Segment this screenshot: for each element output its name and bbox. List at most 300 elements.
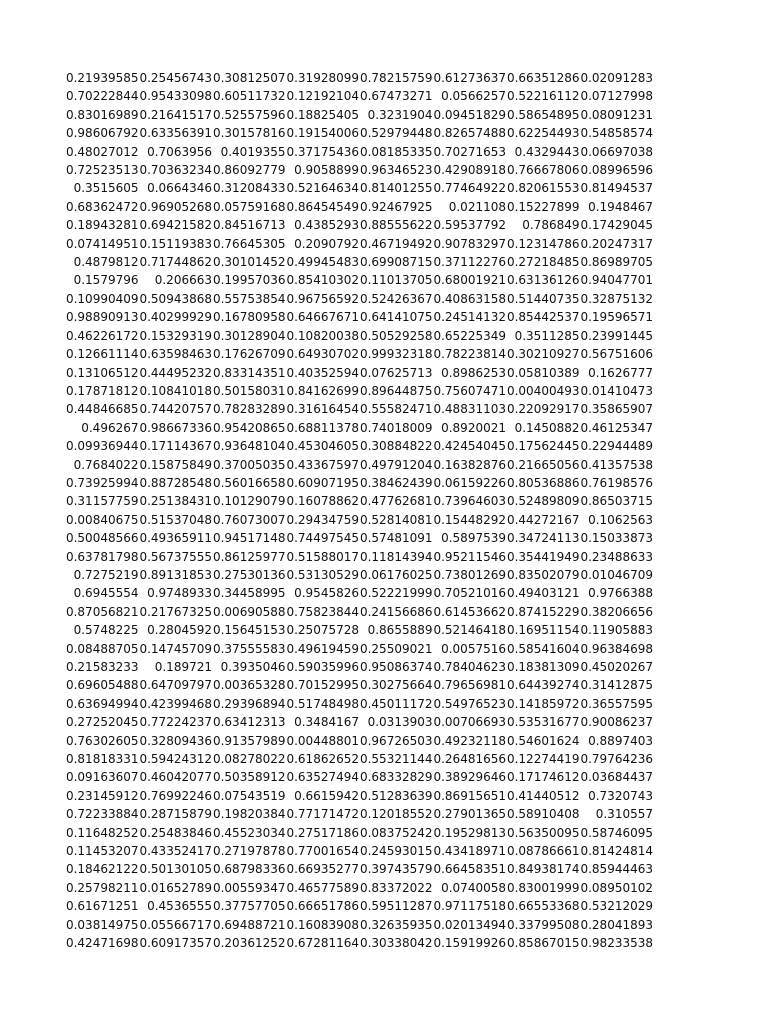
table-cell: 0.11905883 <box>580 623 653 638</box>
table-cell: 0.17174612 <box>506 770 580 785</box>
table-cell: 0.52557596 <box>212 107 286 122</box>
table-cell: 0.22944489 <box>580 439 653 454</box>
table-cell: 0.31928099 <box>286 71 359 85</box>
table-cell: 0.36557595 <box>580 696 653 711</box>
table-cell: 0.81818331 <box>65 752 139 767</box>
table-cell: 0.00365328 <box>212 678 286 693</box>
table-row <box>65 161 653 179</box>
table-cell: 0.83502079 <box>506 567 580 582</box>
table-cell: 0.96905268 <box>139 199 212 214</box>
table-cell: 0.78223814 <box>433 347 506 362</box>
table-cell: 0.25483846 <box>139 825 212 840</box>
table-cell: 0.46125347 <box>580 420 653 435</box>
table-cell: 0.17871812 <box>65 383 139 398</box>
table-cell: 0.06176025 <box>359 567 433 582</box>
table-row <box>65 805 653 823</box>
table-cell: 0.02013494 <box>433 917 506 932</box>
table-cell: 0.70363234 <box>139 163 212 178</box>
table-cell: 0.31208433 <box>212 181 286 196</box>
table-cell: 0.07543519 <box>212 788 286 803</box>
number-grid-body <box>65 69 653 953</box>
table-cell: 0.20361252 <box>212 936 286 951</box>
table-cell: 0.66553368 <box>506 899 580 914</box>
table-cell: 0.74497545 <box>286 531 359 546</box>
table-row <box>65 676 653 694</box>
table-cell: 0.30275664 <box>359 678 433 693</box>
table-cell: 0.58746095 <box>580 825 653 840</box>
table-cell: 0.77464922 <box>433 181 506 196</box>
table-cell: 0.64439274 <box>506 678 580 693</box>
table-row <box>65 364 653 382</box>
table-row <box>65 897 653 915</box>
table-cell: 0.17429045 <box>580 218 653 233</box>
table-cell: 0.81494537 <box>580 181 653 196</box>
table-cell: 0.15227899 <box>506 199 580 214</box>
table-cell: 0.83001999 <box>506 880 580 895</box>
table-cell: 0.39743579 <box>359 862 433 877</box>
table-cell: 0.40299929 <box>139 310 212 325</box>
table-cell: 0.08375242 <box>359 825 433 840</box>
table-cell: 0.74420757 <box>139 402 212 417</box>
table-cell: 0.49945483 <box>286 255 359 270</box>
table-cell: 0.72233884 <box>65 807 139 822</box>
table-cell: 0.15329319 <box>139 328 212 343</box>
table-cell: 0.60907195 <box>286 475 359 490</box>
table-row <box>65 584 653 602</box>
table-cell: 0.21583233 <box>65 660 139 674</box>
table-cell: 0.70222844 <box>65 89 139 104</box>
table-row <box>65 198 653 216</box>
table-cell: 0.69605488 <box>65 678 139 693</box>
table-cell: 0.4329443 <box>514 144 580 159</box>
table-cell: 0.78215759 <box>359 71 433 85</box>
table-cell: 0.56751606 <box>580 347 653 362</box>
table-cell: 0.16780958 <box>212 310 286 325</box>
table-cell: 0.189721 <box>154 660 212 674</box>
table-cell: 0.49791204 <box>359 457 433 472</box>
table-cell: 0.96346523 <box>359 163 433 178</box>
table-cell: 0.58654895 <box>506 107 580 122</box>
table-cell: 0.32635935 <box>359 917 433 932</box>
table-cell: 0.70152995 <box>286 678 359 693</box>
table-cell: 0.51283639 <box>359 788 433 803</box>
table-cell: 0.8920021 <box>441 420 506 435</box>
table-cell: 0.1626777 <box>588 365 653 380</box>
table-cell: 0.63136126 <box>506 273 580 288</box>
table-cell: 0.94517148 <box>212 531 286 546</box>
table-cell: 0.12274419 <box>506 752 580 767</box>
table-row <box>65 695 653 713</box>
table-cell: 0.70521016 <box>433 586 506 601</box>
table-cell: 0.68362472 <box>65 199 139 214</box>
table-row <box>65 529 653 547</box>
table-row <box>65 456 653 474</box>
table-cell: 0.47762681 <box>359 494 433 509</box>
table-cell: 0.44272167 <box>506 512 580 527</box>
table-cell: 0.80536886 <box>506 475 580 490</box>
table-cell: 0.30157816 <box>212 126 286 141</box>
table-cell: 0.82061553 <box>506 181 580 196</box>
table-cell: 0.01410473 <box>580 383 653 398</box>
table-cell: 0.29396894 <box>212 696 286 711</box>
table-cell: 0.30210927 <box>506 347 580 362</box>
table-row <box>65 235 653 253</box>
table-cell: 0.3231904 <box>367 107 433 122</box>
table-cell: 0.14745709 <box>139 641 212 656</box>
table-cell: 0.3511285 <box>514 328 580 343</box>
table-cell: 0.01046709 <box>580 567 653 582</box>
table-cell: 0.19820384 <box>212 807 286 822</box>
table-cell: 0.54976523 <box>433 696 506 711</box>
table-cell: 0.89644875 <box>359 383 433 398</box>
table-cell: 0.96756592 <box>286 291 359 306</box>
table-cell: 0.87056821 <box>65 604 139 619</box>
table-row <box>65 345 653 363</box>
table-cell: 0.83372022 <box>359 880 433 895</box>
table-cell: 0.37175436 <box>286 144 359 159</box>
table-cell: 0.30128904 <box>212 328 286 343</box>
table-cell: 0.3484167 <box>294 715 359 730</box>
table-row <box>65 124 653 142</box>
table-cell: 0.7063956 <box>147 144 212 159</box>
table-cell: 0.88555622 <box>359 218 433 233</box>
table-cell: 0.61453662 <box>433 604 506 619</box>
table-cell: 0.84162699 <box>286 383 359 398</box>
table-cell: 0.21939585 <box>65 71 139 85</box>
table-cell: 0.95211546 <box>433 549 506 564</box>
table-cell: 0.84938174 <box>506 862 580 877</box>
table-cell: 0.69908715 <box>359 255 433 270</box>
table-cell: 0.10129079 <box>212 494 286 509</box>
table-cell: 0.09936944 <box>65 439 139 454</box>
table-cell: 0.00840675 <box>65 512 139 527</box>
table-cell: 0.85442537 <box>506 310 580 325</box>
table-cell: 0.58541604 <box>506 641 580 656</box>
table-cell: 0.76667806 <box>506 163 580 178</box>
table-cell: 0.2090792 <box>294 236 359 251</box>
table-cell: 0.17114367 <box>139 439 212 454</box>
table-cell: 0.13106512 <box>65 365 139 380</box>
table-cell: 0.35441949 <box>506 549 580 564</box>
table-cell: 0.51440735 <box>506 291 580 306</box>
table-row <box>65 566 653 584</box>
table-cell: 0.6615942 <box>294 788 359 803</box>
table-cell: 0.90783297 <box>433 236 506 251</box>
table-row <box>65 934 653 952</box>
table-cell: 0.1062563 <box>588 512 653 527</box>
table-cell: 0.95086374 <box>359 660 433 674</box>
table-cell: 0.52814081 <box>359 512 433 527</box>
table-cell: 0.32875132 <box>580 291 653 306</box>
table-cell: 0.48027012 <box>65 144 139 159</box>
table-cell: 0.27530136 <box>212 567 286 582</box>
table-cell: 0.11013705 <box>359 273 433 288</box>
table-cell: 0.52216112 <box>506 89 580 104</box>
table-cell: 0.9766388 <box>588 586 653 601</box>
table-cell: 0.67473271 <box>359 89 433 104</box>
table-cell: 0.98890913 <box>65 310 139 325</box>
table-cell: 0.98667336 <box>139 420 212 435</box>
table-cell: 0.61671251 <box>65 899 139 914</box>
table-cell: 0.82657488 <box>433 126 506 141</box>
table-cell: 0.71744862 <box>139 255 212 270</box>
table-cell: 0.66651786 <box>286 899 359 914</box>
table-cell: 0.06159226 <box>433 475 506 490</box>
table-cell: 0.0313903 <box>367 715 433 730</box>
table-cell: 0.89131853 <box>139 567 212 582</box>
table-cell: 0.84516713 <box>212 218 286 233</box>
table-cell: 0.56737555 <box>139 549 212 564</box>
table-cell: 0.99932318 <box>359 347 433 362</box>
table-cell: 0.05759168 <box>212 199 286 214</box>
table-cell: 0.65225349 <box>433 328 506 343</box>
table-cell: 0.16951154 <box>506 623 580 638</box>
table-cell: 0.0566257 <box>441 89 506 104</box>
table-cell: 0.25075728 <box>286 623 359 638</box>
table-cell: 0.52979448 <box>359 126 433 141</box>
table-cell: 0.12314786 <box>506 236 580 251</box>
table-row <box>65 87 653 105</box>
table-cell: 0.10841018 <box>139 383 212 398</box>
table-cell: 0.64141075 <box>359 310 433 325</box>
table-cell: 0.86503715 <box>580 494 653 509</box>
table-cell: 0.5897539 <box>441 531 506 546</box>
table-cell: 0.52164634 <box>286 181 359 196</box>
table-cell: 0.19957036 <box>212 273 286 288</box>
table-cell: 0.27197878 <box>212 844 286 859</box>
table-cell: 0.44846685 <box>65 402 139 417</box>
table-cell: 0.55582471 <box>359 402 433 417</box>
table-cell: 0.95433098 <box>139 89 212 104</box>
table-cell: 0.78283289 <box>212 402 286 417</box>
table-row <box>65 640 653 658</box>
table-cell: 0.73801269 <box>433 567 506 582</box>
table-cell: 0.55753854 <box>212 291 286 306</box>
table-cell: 0.46719492 <box>359 236 433 251</box>
table-cell: 0.8986253 <box>441 365 506 380</box>
table-cell: 0.63527494 <box>286 770 359 785</box>
table-row <box>65 787 653 805</box>
table-cell: 0.74018009 <box>359 420 433 435</box>
table-cell: 0.27901365 <box>433 807 506 822</box>
table-cell: 0.26481656 <box>433 752 506 767</box>
table-cell: 0.00448801 <box>286 733 359 748</box>
table-cell: 0.83016989 <box>65 107 139 122</box>
table-row <box>65 474 653 492</box>
table-cell: 0.37112276 <box>433 255 506 270</box>
table-cell: 0.7275219 <box>73 567 139 582</box>
table-cell: 0.25138431 <box>139 494 212 509</box>
table-cell: 0.81424814 <box>580 844 653 859</box>
table-cell: 0.42454045 <box>433 439 506 454</box>
table-cell: 0.1948467 <box>588 199 653 214</box>
table-cell: 0.15033873 <box>580 531 653 546</box>
table-cell: 0.77001654 <box>286 844 359 859</box>
table-cell: 0.786849 <box>522 218 580 233</box>
table-cell: 0.98606792 <box>65 126 139 141</box>
table-cell: 0.12192104 <box>286 89 359 104</box>
table-row <box>65 290 653 308</box>
table-cell: 0.5748225 <box>73 623 139 638</box>
table-row <box>65 308 653 326</box>
table-cell: 0.15119383 <box>139 236 212 251</box>
table-cell: 0.63694994 <box>65 696 139 711</box>
table-cell: 0.4385293 <box>294 218 359 233</box>
table-cell: 0.17562445 <box>506 439 580 454</box>
table-cell: 0.18825405 <box>286 107 359 122</box>
table-cell: 0.7320743 <box>588 788 653 803</box>
table-cell: 0.72523513 <box>65 163 139 178</box>
table-cell: 0.50158031 <box>212 383 286 398</box>
table-cell: 0.59424312 <box>139 752 212 767</box>
table-cell: 0.50943868 <box>139 291 212 306</box>
table-cell: 0.16382876 <box>433 457 506 472</box>
table-cell: 0.8655889 <box>367 623 433 638</box>
table-cell: 0.19596571 <box>580 310 653 325</box>
table-cell: 0.40863158 <box>433 291 506 306</box>
table-cell: 0.75607471 <box>433 383 506 398</box>
table-cell: 0.48831103 <box>433 402 506 417</box>
table-cell: 0.03814975 <box>65 917 139 932</box>
table-cell: 0.31616454 <box>286 402 359 417</box>
table-cell: 0.46226172 <box>65 328 139 343</box>
table-cell: 0.66458351 <box>433 862 506 877</box>
table-cell: 0.51748498 <box>286 696 359 711</box>
table-cell: 0.206663 <box>154 273 212 288</box>
table-cell: 0.00559347 <box>212 880 286 895</box>
table-cell: 0.21665056 <box>506 457 580 472</box>
table-cell: 0.02091283 <box>580 71 653 85</box>
table-cell: 0.68811378 <box>286 420 359 435</box>
table-cell: 0.51537048 <box>139 512 212 527</box>
table-cell: 0.30101452 <box>212 255 286 270</box>
table-cell: 0.2804592 <box>147 623 212 638</box>
table-cell: 0.63356391 <box>139 126 212 141</box>
table-cell: 0.76302605 <box>65 733 139 748</box>
table-cell: 0.79656981 <box>433 678 506 693</box>
table-cell: 0.32809436 <box>139 733 212 748</box>
table-cell: 0.50048566 <box>65 531 139 546</box>
table-cell: 0.4019355 <box>220 144 286 159</box>
table-cell: 0.38206656 <box>580 604 653 619</box>
table-cell: 0.18381309 <box>506 660 580 674</box>
table-cell: 0.59511287 <box>359 899 433 914</box>
table-row <box>65 658 653 676</box>
table-cell: 0.50529258 <box>359 328 433 343</box>
table-cell: 0.53130529 <box>286 567 359 582</box>
table-cell: 0.11814394 <box>359 549 433 564</box>
table-cell: 0.3515605 <box>73 181 139 196</box>
table-cell: 0.49403121 <box>506 586 580 601</box>
table-cell: 0.24593015 <box>359 844 433 859</box>
table-row <box>65 419 653 437</box>
table-cell: 0.68332829 <box>359 770 433 785</box>
table-cell: 0.29434759 <box>286 512 359 527</box>
table-row <box>65 842 653 860</box>
table-cell: 0.00706693 <box>433 715 506 730</box>
table-cell: 0.52146418 <box>433 623 506 638</box>
table-cell: 0.86092779 <box>212 163 286 178</box>
table-cell: 0.73925994 <box>65 475 139 490</box>
table-cell: 0.68001921 <box>433 273 506 288</box>
table-cell: 0.16083908 <box>286 917 359 932</box>
table-cell: 0.73964603 <box>433 494 506 509</box>
table-row <box>65 327 653 345</box>
table-cell: 0.05566717 <box>139 917 212 932</box>
table-cell: 0.4536555 <box>147 899 212 914</box>
table-cell: 0.91357989 <box>212 733 286 748</box>
table-row <box>65 400 653 418</box>
table-cell: 0.16078862 <box>286 494 359 509</box>
table-cell: 0.70271653 <box>433 144 506 159</box>
table-cell: 0.54601624 <box>506 733 580 748</box>
table-cell: 0.24156686 <box>359 604 433 619</box>
table-cell: 0.42399468 <box>139 696 212 711</box>
table-cell: 0.76645305 <box>212 236 286 251</box>
table-cell: 0.64930702 <box>286 347 359 362</box>
table-cell: 0.85867015 <box>506 936 580 951</box>
table-row <box>65 253 653 271</box>
table-cell: 0.021108 <box>448 199 506 214</box>
table-cell: 0.19154006 <box>286 126 359 141</box>
table-cell: 0.61862652 <box>286 752 359 767</box>
table-cell: 0.54858574 <box>580 126 653 141</box>
table-cell: 0.17626709 <box>212 347 286 362</box>
table-cell: 0.66935277 <box>286 862 359 877</box>
table-cell: 0.86989705 <box>580 255 653 270</box>
table-row <box>65 548 653 566</box>
table-cell: 0.09163607 <box>65 770 139 785</box>
table-row <box>65 382 653 400</box>
table-row <box>65 603 653 621</box>
table-cell: 0.28715879 <box>139 807 212 822</box>
table-cell: 0.08488705 <box>65 641 139 656</box>
table-cell: 0.49232118 <box>433 733 506 748</box>
table-row <box>65 106 653 124</box>
table-cell: 0.55321144 <box>359 752 433 767</box>
table-cell: 0.41440512 <box>506 788 580 803</box>
table-cell: 0.85410302 <box>286 273 359 288</box>
table-cell: 0.27252045 <box>65 715 139 730</box>
table-cell: 0.76073007 <box>212 512 286 527</box>
table-row <box>65 179 653 197</box>
table-row <box>65 492 653 510</box>
table-cell: 0.14185972 <box>506 696 580 711</box>
table-cell: 0.53531677 <box>506 715 580 730</box>
table-row <box>65 732 653 750</box>
table-cell: 0.86454549 <box>286 199 359 214</box>
table-cell: 0.35865907 <box>580 402 653 417</box>
table-cell: 0.68798336 <box>212 862 286 877</box>
table-cell: 0.18943281 <box>65 218 139 233</box>
table-cell: 0.78404623 <box>433 660 506 674</box>
table-cell: 0.69488721 <box>212 917 286 932</box>
table-cell: 0.06697038 <box>580 144 653 159</box>
table-cell: 0.45011172 <box>359 696 433 711</box>
table-cell: 0.00400493 <box>506 383 580 398</box>
table-cell: 0.15875849 <box>139 457 212 472</box>
table-row <box>65 879 653 897</box>
table-cell: 0.30884822 <box>359 439 433 454</box>
table-cell: 0.15919926 <box>433 936 506 951</box>
table-cell: 0.95420865 <box>212 420 286 435</box>
table-cell: 0.61273637 <box>433 71 506 85</box>
table-cell: 0.49365911 <box>139 531 212 546</box>
table-cell: 0.96726503 <box>359 733 433 748</box>
table-cell: 0.85944463 <box>580 862 653 877</box>
table-cell: 0.30338042 <box>359 936 433 951</box>
table-row <box>65 860 653 878</box>
